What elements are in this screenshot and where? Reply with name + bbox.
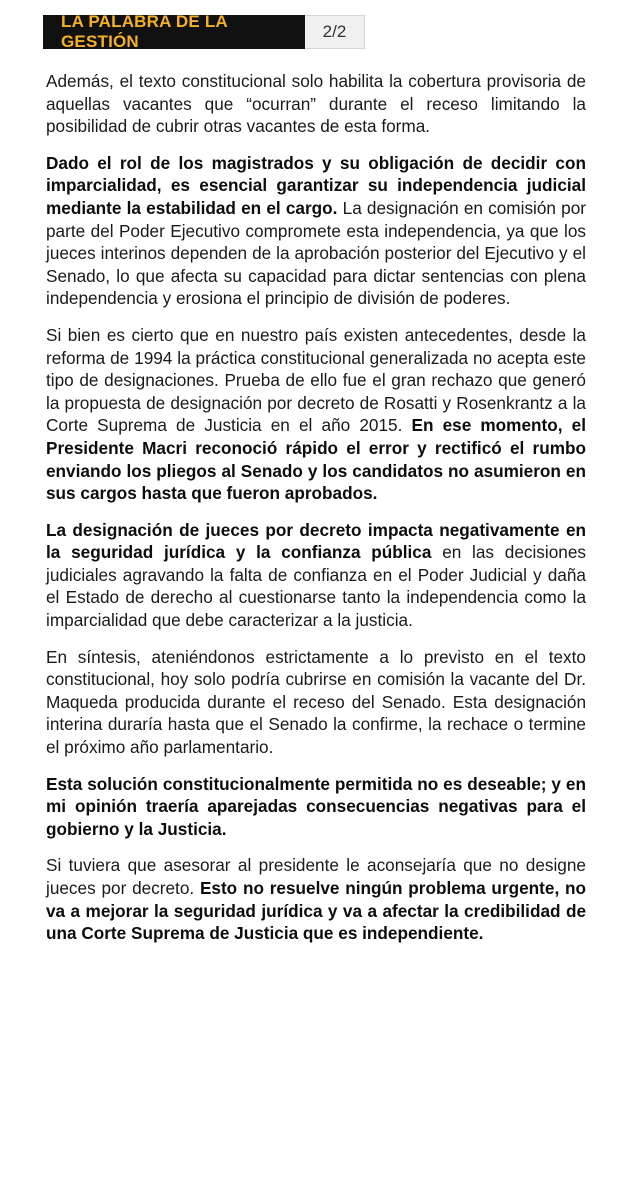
page-indicator: 2/2 (305, 15, 365, 49)
paragraph-3 (46, 324, 586, 505)
paragraph-3-emphasis: En ese momento, el Presidente Macri reconoció rápido el error y rectificó el rumbo enviando los pliegos al Senado y los candidatos no asumieron en sus cargos hasta que fueron aprobados. (46, 415, 586, 504)
paragraph-6 (46, 773, 586, 841)
header-bar (43, 12, 365, 51)
paragraph-2-text: La designación en comisión por parte del Poder Ejecutivo compromete esta independencia, ya que los jueces interinos dependen de la aprobación posterior del Ejecutivo y el Senado, lo que afecta su capacidad para dictar sentencias con plena independencia y erosiona el principio de división de poderes. (46, 197, 586, 309)
paragraph-6-emphasis: Esta solución constitucionalmente permitida no es deseable; y en mi opinión traería aparejadas consecuencias negativas para el gobierno y la Justicia. (46, 773, 586, 839)
paragraph-4-text: en las decisiones judiciales agravando la falta de confianza en el Poder Judicial y daña el Estado de derecho al cuestionarse tanto la independencia como la imparcialidad que debe caracterizar a la justicia. (46, 542, 586, 631)
paragraph-5-text: En síntesis, ateniéndonos estrictamente a lo previsto en el texto constitucional, hoy solo podría cubrirse en comisión la vacante del Dr. Maqueda producida durante el receso del Senado. Esta designación interina duraría hasta que el Senado la confirme, la rechace o termine el próximo año parlamentario. (46, 646, 586, 758)
paragraph-1 (46, 70, 586, 138)
paragraph-7-text: Si tuviera que asesorar al presidente le aconsejaría que no designe jueces por decreto. (46, 855, 586, 898)
paragraph-4-emphasis: La designación de jueces por decreto impacta negativamente en la seguridad jurídica y la confianza pública (46, 519, 586, 563)
paragraph-2 (46, 152, 586, 310)
paragraph-7 (46, 854, 586, 944)
article-body (46, 70, 586, 959)
paragraph-2-emphasis: Dado el rol de los magistrados y su obligación de decidir con imparcialidad, es esencial garantizar su independencia judicial mediante la estabilidad en el cargo. (46, 152, 586, 218)
paragraph-7-emphasis: Esto no resuelve ningún problema urgente, no va a mejorar la seguridad jurídica y va a afectar la credibilidad de una Corte Suprema de Justicia que es independiente. (46, 878, 586, 944)
paragraph-1-text: Además, el texto constitucional solo habilita la cobertura provisoria de aquellas vacantes que “ocurran” durante el receso limitando la posibilidad de cubrir otras vacantes de esta forma. (46, 71, 586, 137)
paragraph-5 (46, 646, 586, 759)
section-title: LA PALABRA DE LA GESTIÓN (43, 15, 305, 49)
paragraph-4 (46, 519, 586, 632)
paragraph-3-text: Si bien es cierto que en nuestro país existen antecedentes, desde la reforma de 1994 la práctica constitucional generalizada no acepta este tipo de designaciones. Prueba de ello fue el gran rechazo que generó la propuesta de designación por decreto de Rosatti y Rosenkrantz a la Corte Suprema de Justicia en el año 2015. (46, 324, 586, 436)
